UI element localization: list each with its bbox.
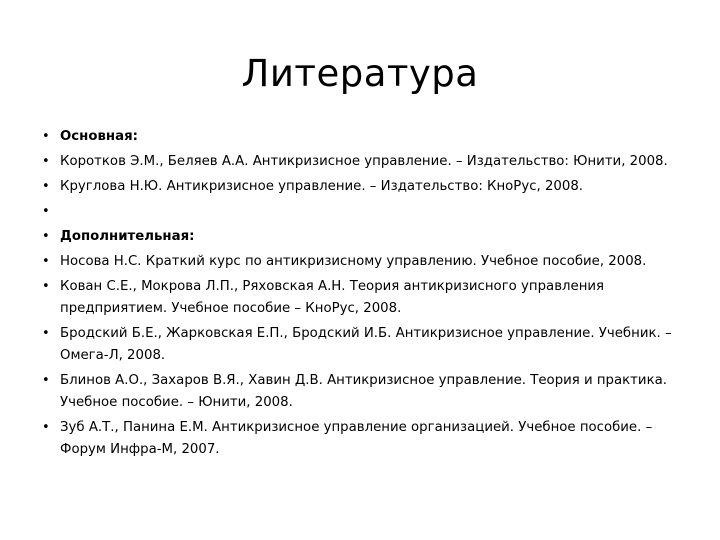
list-item: [40, 323, 690, 367]
list-item: [40, 251, 690, 273]
reference-text: Бродский Б.Е., Жарковская Е.П., Бродский И.Б. Антикризисное управление. Учебник. – Омега-Л, 2008.: [60, 326, 672, 363]
list-item: [40, 276, 690, 320]
reference-text: Блинов А.О., Захаров В.Я., Хавин Д.В. Антикризисное управление. Теория и практика. Учебное пособие. – Юнити, 2008.: [60, 373, 667, 410]
reference-text: Круглова Н.Ю. Антикризисное управление. – Издательство: КноРус, 2008.: [60, 179, 584, 194]
bullet-icon: •: [42, 254, 50, 269]
list-item-main-heading: [40, 126, 690, 148]
main-literature-heading: Основная:: [60, 129, 138, 144]
list-item-additional-heading: [40, 226, 690, 248]
additional-literature-heading: Дополнительная:: [60, 229, 195, 244]
bullet-icon: •: [42, 326, 50, 341]
bullet-icon: •: [42, 279, 50, 294]
reference-text: Зуб А.Т., Панина Е.М. Антикризисное управление организацией. Учебное пособие. – Форум Инфра-М, 2007.: [60, 420, 653, 457]
list-item-empty: [40, 201, 690, 223]
bullet-icon: •: [42, 179, 50, 194]
bullet-icon: •: [42, 154, 50, 169]
bullet-icon: •: [42, 204, 50, 219]
reference-text: Носова Н.С. Краткий курс по антикризисному управлению. Учебное пособие, 2008.: [60, 254, 647, 269]
list-item: [40, 151, 690, 173]
bullet-icon: •: [42, 420, 50, 435]
list-item: [40, 417, 690, 461]
bullet-icon: •: [42, 373, 50, 388]
list-item: [40, 370, 690, 414]
reference-text: Кован С.Е., Мокрова Л.П., Ряховская А.Н. Теория антикризисного управления предприятием. Учебное пособие – КноРус, 2008.: [60, 279, 605, 316]
bullet-icon: •: [42, 229, 50, 244]
list-item: [40, 176, 690, 198]
bibliography-list: [40, 126, 690, 464]
slide-title: Литература: [241, 52, 479, 95]
reference-text: Коротков Э.М., Беляев А.А. Антикризисное управление. – Издательство: Юнити, 2008.: [60, 154, 668, 169]
bullet-icon: •: [42, 129, 50, 144]
